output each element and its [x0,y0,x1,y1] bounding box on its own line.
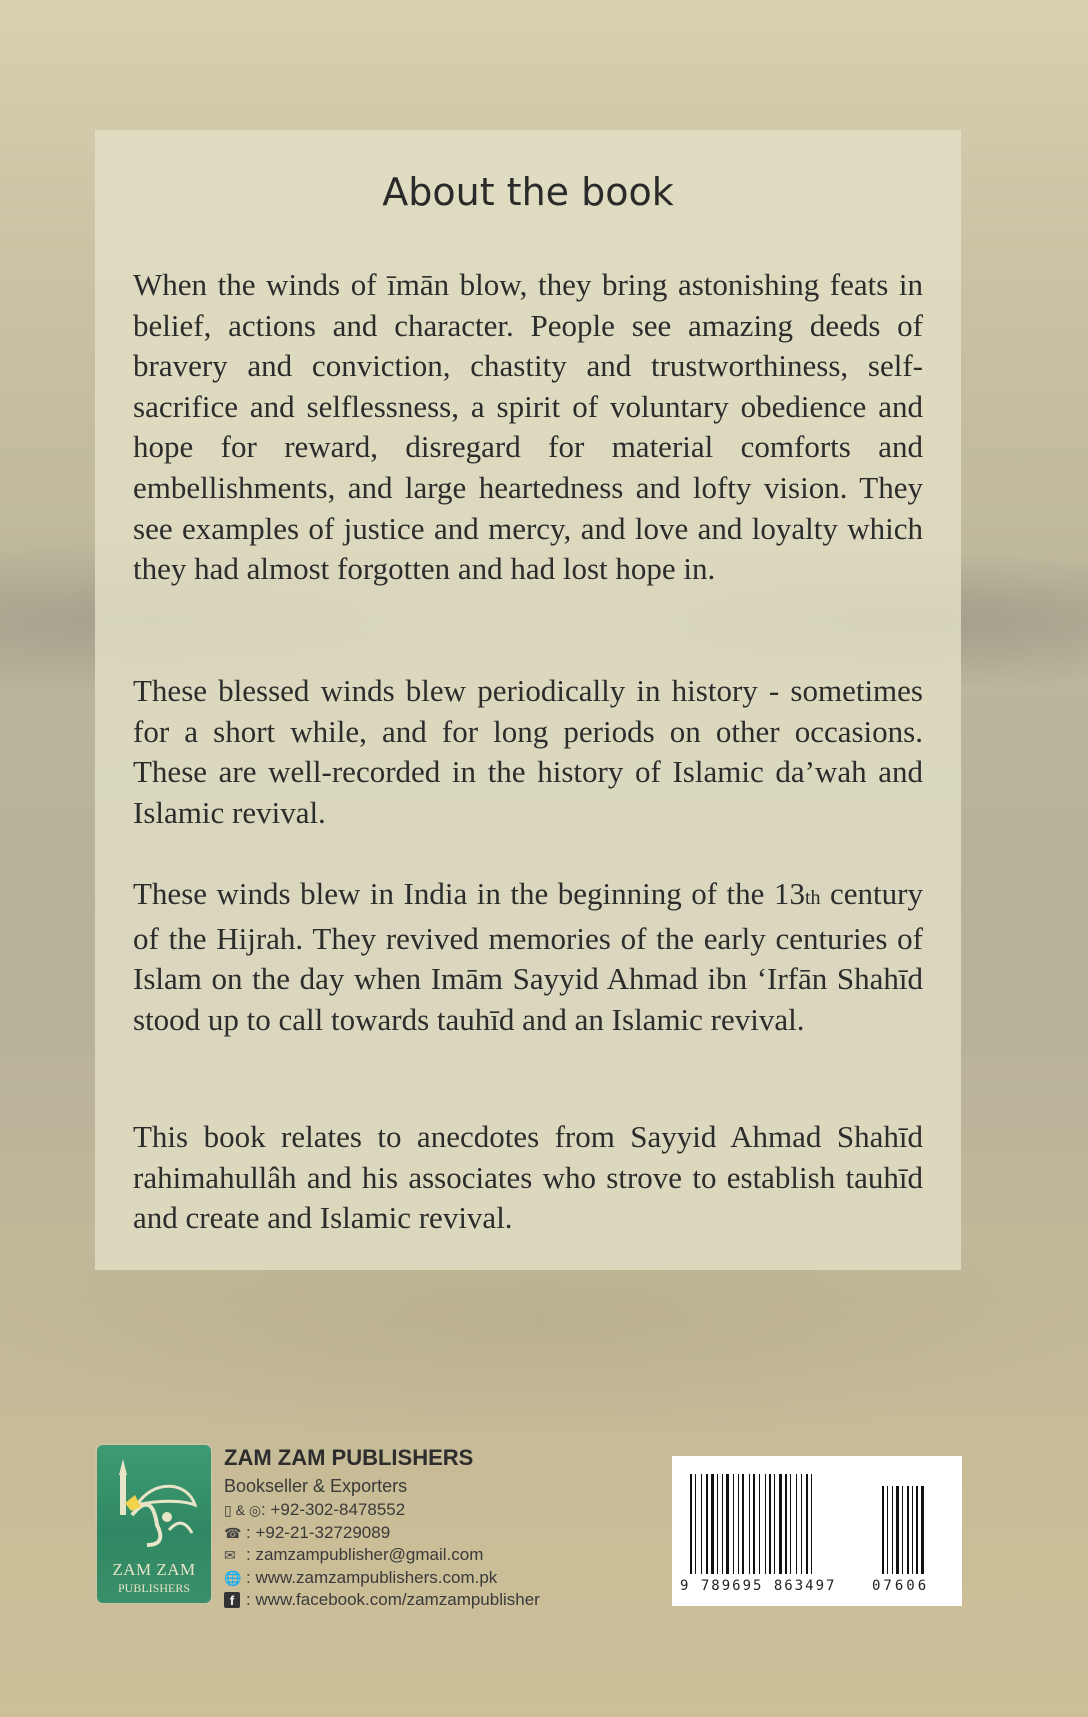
barcode-bar [759,1474,760,1574]
addon-digits: 07606 [872,1578,930,1594]
website-line [224,1567,644,1590]
mobile-number: : +92-302-8478552 [261,1500,406,1519]
about-panel [95,130,961,1270]
addon-bar [921,1486,924,1574]
panel-title: About the book [382,170,674,214]
globe-icon: 🌐 [224,1569,242,1586]
email-line [224,1544,644,1567]
barcode-bar [742,1474,744,1574]
phone-whatsapp-icon: ▯ & ◎ [224,1502,262,1518]
barcode-bar [753,1474,755,1574]
addon-bar [916,1486,918,1574]
paragraph-2: These blessed winds blew periodically in history - sometimes for a short while, and for long periods on other occasions. These are well-recorded in the history of Islamic da’wah and Islamic revival. [133,673,923,830]
barcode-bar [779,1474,782,1574]
email-address: : zamzampublisher@gmail.com [246,1545,484,1564]
facebook-icon: f [224,1592,240,1608]
barcode-bar [801,1474,802,1574]
isbn-barcode [672,1456,962,1606]
logo-text-line1: ZAM ZAM [112,1560,196,1579]
isbn-digits: 9 789695 863497 [680,1578,837,1594]
telephone-icon: ☎ [224,1524,242,1541]
barcode-bar [806,1474,808,1574]
publisher-logo [95,1443,213,1605]
barcode-bar [701,1474,702,1574]
barcode-bars [690,1474,950,1578]
paragraph-4: This book relates to anecdotes from Sayyid Ahmad Shahīd rahimahullâh and his associates who strove to establish tauhīd and create and Islamic revival. [133,1119,923,1236]
mobile-line [224,1499,644,1522]
barcode-bar [774,1474,775,1574]
addon-bar [907,1486,909,1574]
addon-bar [912,1486,913,1574]
paragraph-3-end: century of the Hijrah. They revived memories of the early centuries of Islam on the day when Imām Sayyid Ahmad ibn ‘Irfān Shahīd stood up to call towards tauhīd and an Islamic revival. [133,876,923,1037]
addon-bar [892,1486,893,1574]
publisher-name: ZAM ZAM PUBLISHERS [224,1445,474,1470]
barcode-bar [769,1474,771,1574]
addon-bar [887,1486,888,1574]
barcode-bar [738,1474,739,1574]
barcode-bar [695,1474,696,1574]
logo-emblem-icon [97,1445,211,1565]
barcode-bar [733,1474,734,1574]
publisher-info [224,1443,644,1612]
barcode-bar [690,1474,692,1574]
barcode-bar [726,1474,729,1574]
barcode-bar [711,1474,714,1574]
email-icon: ✉ [224,1547,236,1563]
facebook-url: : www.facebook.com/zamzampublisher [246,1590,540,1609]
paragraph-1: When the winds of īmān blow, they bring astonishing feats in belief, actions and character. People see amazing deeds of bravery and conviction, chastity and trustworthiness, self-sacrifice and selflessness, a spirit of voluntary obedience and hope for reward, disregard for material comforts and embellishments, and large heartedness and lofty vision. They see examples of justice and mercy, and love and loyalty which they had almost forgotten and had lost hope in. [133,267,923,587]
logo-text-line2: PUBLISHERS [117,1581,191,1595]
paragraph-3 [133,874,923,1040]
barcode-bar [722,1474,723,1574]
addon-bar [882,1486,884,1574]
telephone-line [224,1522,644,1545]
barcode-bar [811,1474,812,1574]
barcode-bar [790,1474,791,1574]
website-url: : www.zamzampublishers.com.pk [246,1567,498,1587]
facebook-line [224,1589,644,1612]
barcode-bar [717,1474,718,1574]
barcode-bar [785,1474,787,1574]
addon-bar [896,1486,899,1574]
barcode-bar [765,1474,766,1574]
barcode-bar [706,1474,708,1574]
addon-bar [902,1486,903,1574]
paragraph-3-start: These winds blew in India in the beginning of the 13 [133,876,805,911]
publisher-subtitle: Bookseller & Exporters [224,1476,408,1496]
barcode-bar [796,1474,797,1574]
telephone-number: : +92-21-32729089 [246,1522,391,1542]
ordinal-suffix: th [804,887,821,909]
barcode-bar [749,1474,750,1574]
